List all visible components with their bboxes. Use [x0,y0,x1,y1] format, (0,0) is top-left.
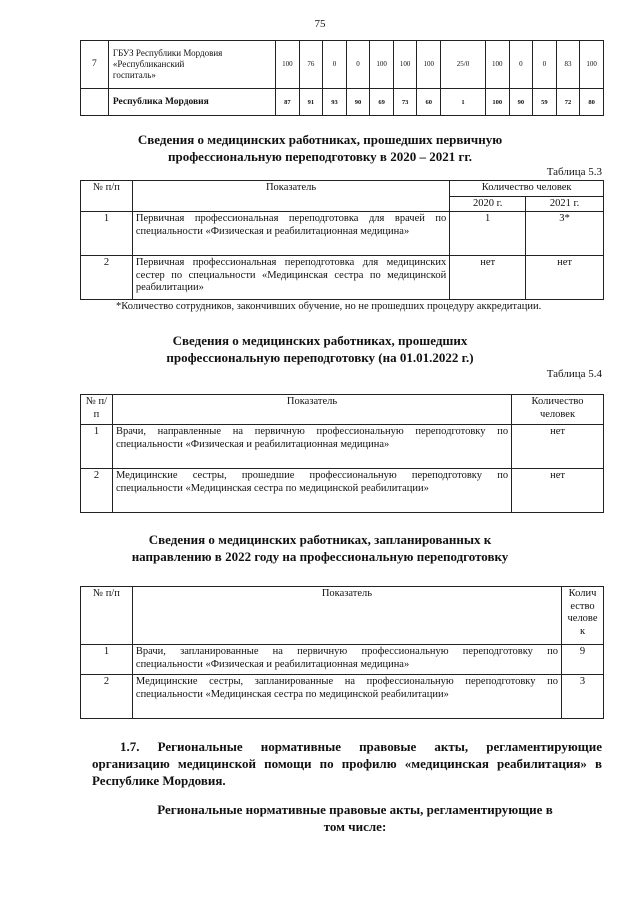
table-row [81,41,604,89]
table-cell: 100 [276,41,300,89]
table-cell: 100 [485,41,509,89]
row-indicator: Медицинские сестры, запланированные на профессиональную переподготовку по специальности «Медицинская сестра по медицинской реабилитации» [132,675,561,719]
table-cell: 1 [440,89,485,116]
table-row [81,256,604,300]
region-stats-table [80,40,604,116]
table-row [81,212,604,256]
section-title-5-3 [0,131,640,165]
row-value: 9 [562,645,604,675]
institution-name [108,41,275,89]
row-value: 3 [562,675,604,719]
header-line: к [579,625,586,637]
row-number: 1 [81,645,133,675]
col-header-count [562,587,604,645]
row-indicator: Врачи, направленные на первичную профессиональную переподготовку по специальности «Физическая и реабилитационная медицина» [112,425,511,469]
row-indicator: Первичная профессиональная переподготовка для врачей по специальности «Физическая и реабилитационная медицина» [132,212,449,256]
row-value-2020: 1 [450,212,526,256]
header-line: Колич [568,588,597,599]
col-header-indicator: Показатель [132,181,449,212]
table-header-row [81,587,604,645]
table-cell: 0 [509,41,533,89]
table-cell: 59 [533,89,557,116]
table-cell: 100 [580,41,604,89]
table-cell: 60 [417,89,441,116]
institution-name-line: «Республиканский [112,59,185,69]
row-indicator: Медицинские сестры, прошедшие профессиональную переподготовку по специальности «Медицинская сестра по медицинской реабилитации» [112,469,511,513]
table-cell: 83 [556,41,580,89]
table-label-5-4: Таблица 5.4 [546,368,602,380]
col-header-2021: 2021 г. [526,196,604,212]
row-value-2020: нет [450,256,526,300]
col-header-num: № п/п [81,181,133,212]
region-name: Республика Мордовия [108,89,275,116]
table-cell: 91 [299,89,323,116]
table-cell: 0 [323,41,347,89]
institution-name-line: госпиталь» [112,70,156,80]
header-line: челове [567,613,598,624]
table-header-row [81,181,604,197]
table-cell: 69 [370,89,394,116]
row-number: 2 [81,675,133,719]
subtitle-line: Региональные нормативные правовые акты, регламентирующие в [157,802,553,817]
table-cell: 100 [417,41,441,89]
table-5-4 [80,394,604,513]
row-value-2021: нет [526,256,604,300]
table-cell: 90 [509,89,533,116]
row-number [81,89,109,116]
page-number: 75 [314,18,326,30]
col-header-indicator: Показатель [112,395,511,425]
section-1-7-subtitle [100,801,610,835]
table-cell: 93 [323,89,347,116]
row-number: 2 [81,469,113,513]
row-value: нет [512,425,604,469]
section-title-planned [0,531,640,565]
col-header-num: № п/п [81,587,133,645]
row-indicator: Первичная профессиональная переподготовка для медицинских сестер по специальности «Медицинская сестра по медицинской реабилитации» [132,256,449,300]
title-line: профессиональную переподготовку (на 01.01.2022 г.) [166,350,474,365]
col-header-num: № п/п [81,395,113,425]
header-line: ество [570,600,595,612]
title-line: Сведения о медицинских работниках, прошедших первичную [137,132,503,147]
table-planned [80,586,604,719]
table-row [81,645,604,675]
col-header-2020: 2020 г. [450,196,526,212]
table-cell: 100 [370,41,394,89]
table-row [81,425,604,469]
table-cell: 100 [485,89,509,116]
table-row [81,469,604,513]
table-cell: 76 [299,41,323,89]
table-cell: 80 [580,89,604,116]
col-header-indicator: Показатель [132,587,561,645]
table-cell: 0 [346,41,370,89]
row-value: нет [512,469,604,513]
title-line: Сведения о медицинских работниках, запланированных к [148,532,492,547]
section-title-5-4 [0,332,640,366]
col-header-count: Количество человек [450,181,604,197]
row-number: 1 [81,212,133,256]
table-label-5-3: Таблица 5.3 [546,166,602,178]
table-cell: 73 [393,89,417,116]
table-cell: 0 [533,41,557,89]
row-number: 1 [81,425,113,469]
table-row-total [81,89,604,116]
title-line: направлению в 2022 году на профессиональную переподготовку [131,549,509,564]
table-cell: 100 [393,41,417,89]
col-header-count: Количество человек [512,395,604,425]
institution-name-line: ГБУЗ Республики Мордовия [112,48,223,58]
row-value-2021: 3* [526,212,604,256]
subtitle-line: том числе: [323,819,387,834]
title-line: профессиональную переподготовку в 2020 – 2021 гг. [167,149,473,164]
table-5-3 [80,180,604,300]
table-cell: 25/0 [440,41,485,89]
row-number: 7 [81,41,109,89]
row-indicator: Врачи, запланированные на первичную профессиональную переподготовку по специальности «Физическая и реабилитационная медицина» [132,645,561,675]
section-1-7-text: 1.7. Региональные нормативные правовые акты, регламентирующие организацию медицинской помощи по профилю «медицинская реабилитация» в Республике Мордовия. [92,739,602,788]
footnote: *Количество сотрудников, закончивших обучение, но не прошедших процедуру аккредитации. [116,301,542,312]
title-line: Сведения о медицинских работниках, прошедших [172,333,468,348]
table-header-row [81,395,604,425]
table-cell: 72 [556,89,580,116]
table-cell: 87 [276,89,300,116]
row-number: 2 [81,256,133,300]
table-cell: 90 [346,89,370,116]
table-row [81,675,604,719]
